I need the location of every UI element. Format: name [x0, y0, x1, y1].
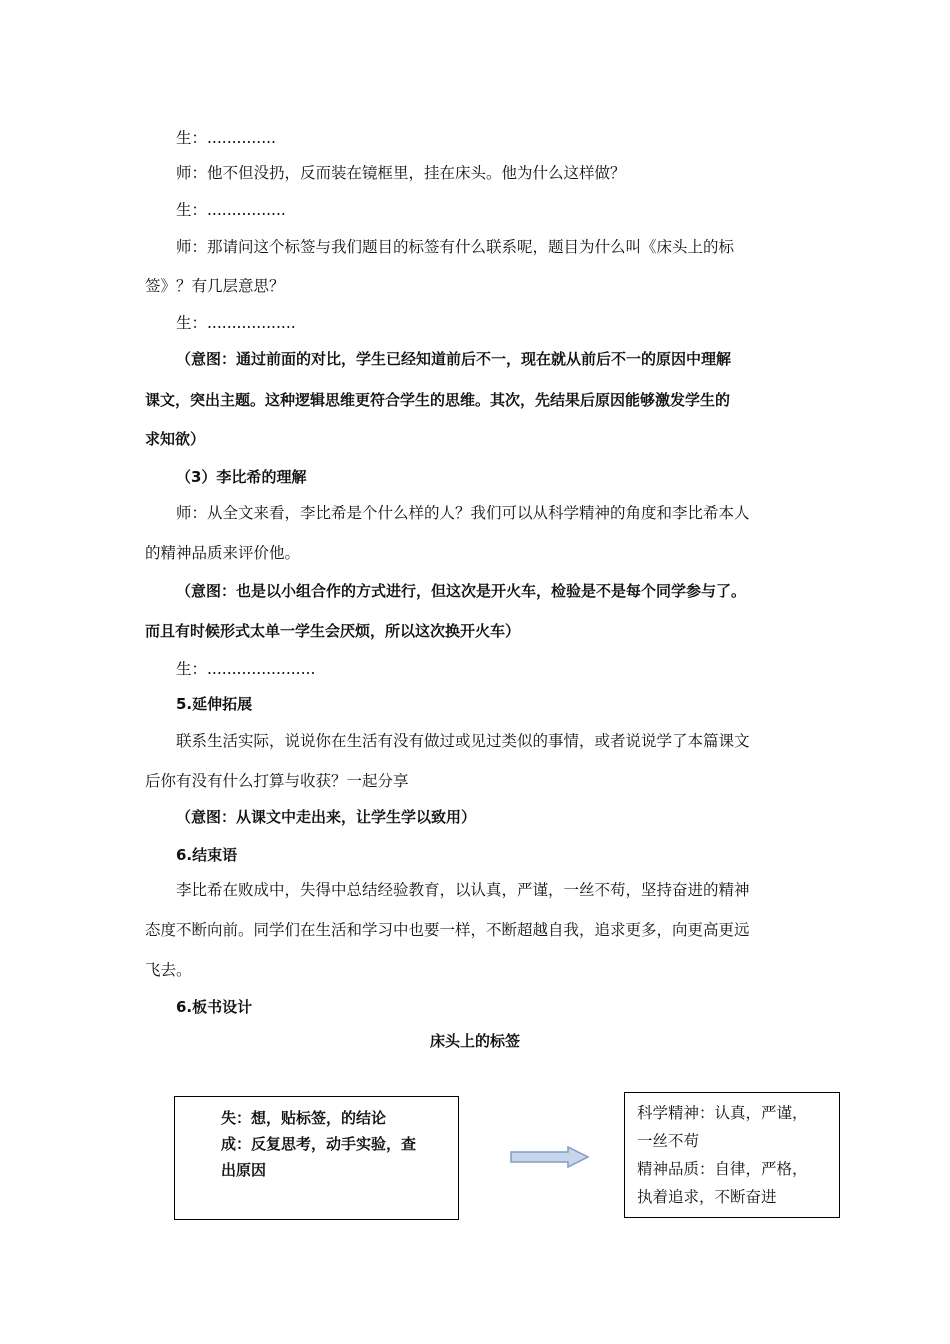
- student-reply: 生：..............: [176, 129, 276, 147]
- board-left-line: 出原因: [221, 1161, 267, 1179]
- section-heading: 6.板书设计: [176, 998, 253, 1016]
- board-right-line: 执着追求，不断奋进: [637, 1188, 777, 1206]
- board-left-line: 成：反复思考，动手实验，查: [221, 1135, 417, 1153]
- student-reply: 生：......................: [176, 660, 316, 678]
- intent-note: （意图：也是以小组合作的方式进行，但这次是开火车，检验是不是每个同学参与了。: [176, 582, 747, 600]
- paragraph-line: 签》？有几层意思？: [145, 277, 285, 295]
- student-reply: 生：..................: [176, 314, 296, 332]
- board-title: 床头上的标签: [429, 1032, 520, 1050]
- right-arrow-icon: [510, 1146, 590, 1168]
- paragraph-line: 李比希在败成中，失得中总结经验教育，以认真，严谨，一丝不苟，坚持奋进的精神: [176, 881, 750, 899]
- paragraph-line: 态度不断向前。同学们在生活和学习中也要一样，不断超越自我，追求更多，向更高更远: [145, 921, 750, 939]
- intent-note: 而且有时候形式太单一学生会厌烦，所以这次换开火车）: [145, 622, 521, 640]
- board-left-box: [174, 1096, 459, 1220]
- board-right-line: 精神品质：自律，严格，: [637, 1160, 808, 1178]
- section-heading: 6.结束语: [176, 846, 238, 864]
- intent-note: 课文，突出主题。这种逻辑思维更符合学生的思维。其次，先结果后原因能够激发学生的: [145, 391, 731, 409]
- teacher-question: 师：他不但没扔，反而装在镜框里，挂在床头。他为什么这样做？: [176, 164, 626, 182]
- paragraph-line: 后你有没有什么打算与收获？一起分享: [145, 772, 409, 790]
- teacher-question: 师：那请问这个标签与我们题目的标签有什么联系呢，题目为什么叫《床头上的标: [176, 238, 735, 256]
- intent-note: （意图：从课文中走出来，让学生学以致用）: [176, 808, 477, 826]
- paragraph-line: 的精神品质来评价他。: [145, 544, 301, 562]
- student-reply: 生：................: [176, 201, 286, 219]
- section-heading: 5.延伸拓展: [176, 695, 253, 713]
- section-heading: （3）李比希的理解: [176, 468, 307, 486]
- intent-note: （意图：通过前面的对比，学生已经知道前后不一，现在就从前后不一的原因中理解: [176, 350, 732, 368]
- board-right-box: [624, 1092, 840, 1218]
- board-right-line: 科学精神：认真，严谨，: [637, 1104, 808, 1122]
- paragraph-line: 飞去。: [145, 961, 192, 979]
- paragraph-line: 联系生活实际，说说你在生活有没有做过或见过类似的事情，或者说说学了本篇课文: [176, 732, 750, 750]
- intent-note: 求知欲）: [145, 430, 206, 448]
- board-left-line: 失：想，贴标签，的结论: [221, 1109, 387, 1127]
- teacher-question: 师：从全文来看，李比希是个什么样的人？我们可以从科学精神的角度和李比希本人: [176, 504, 750, 522]
- board-right-line: 一丝不苟: [637, 1132, 700, 1150]
